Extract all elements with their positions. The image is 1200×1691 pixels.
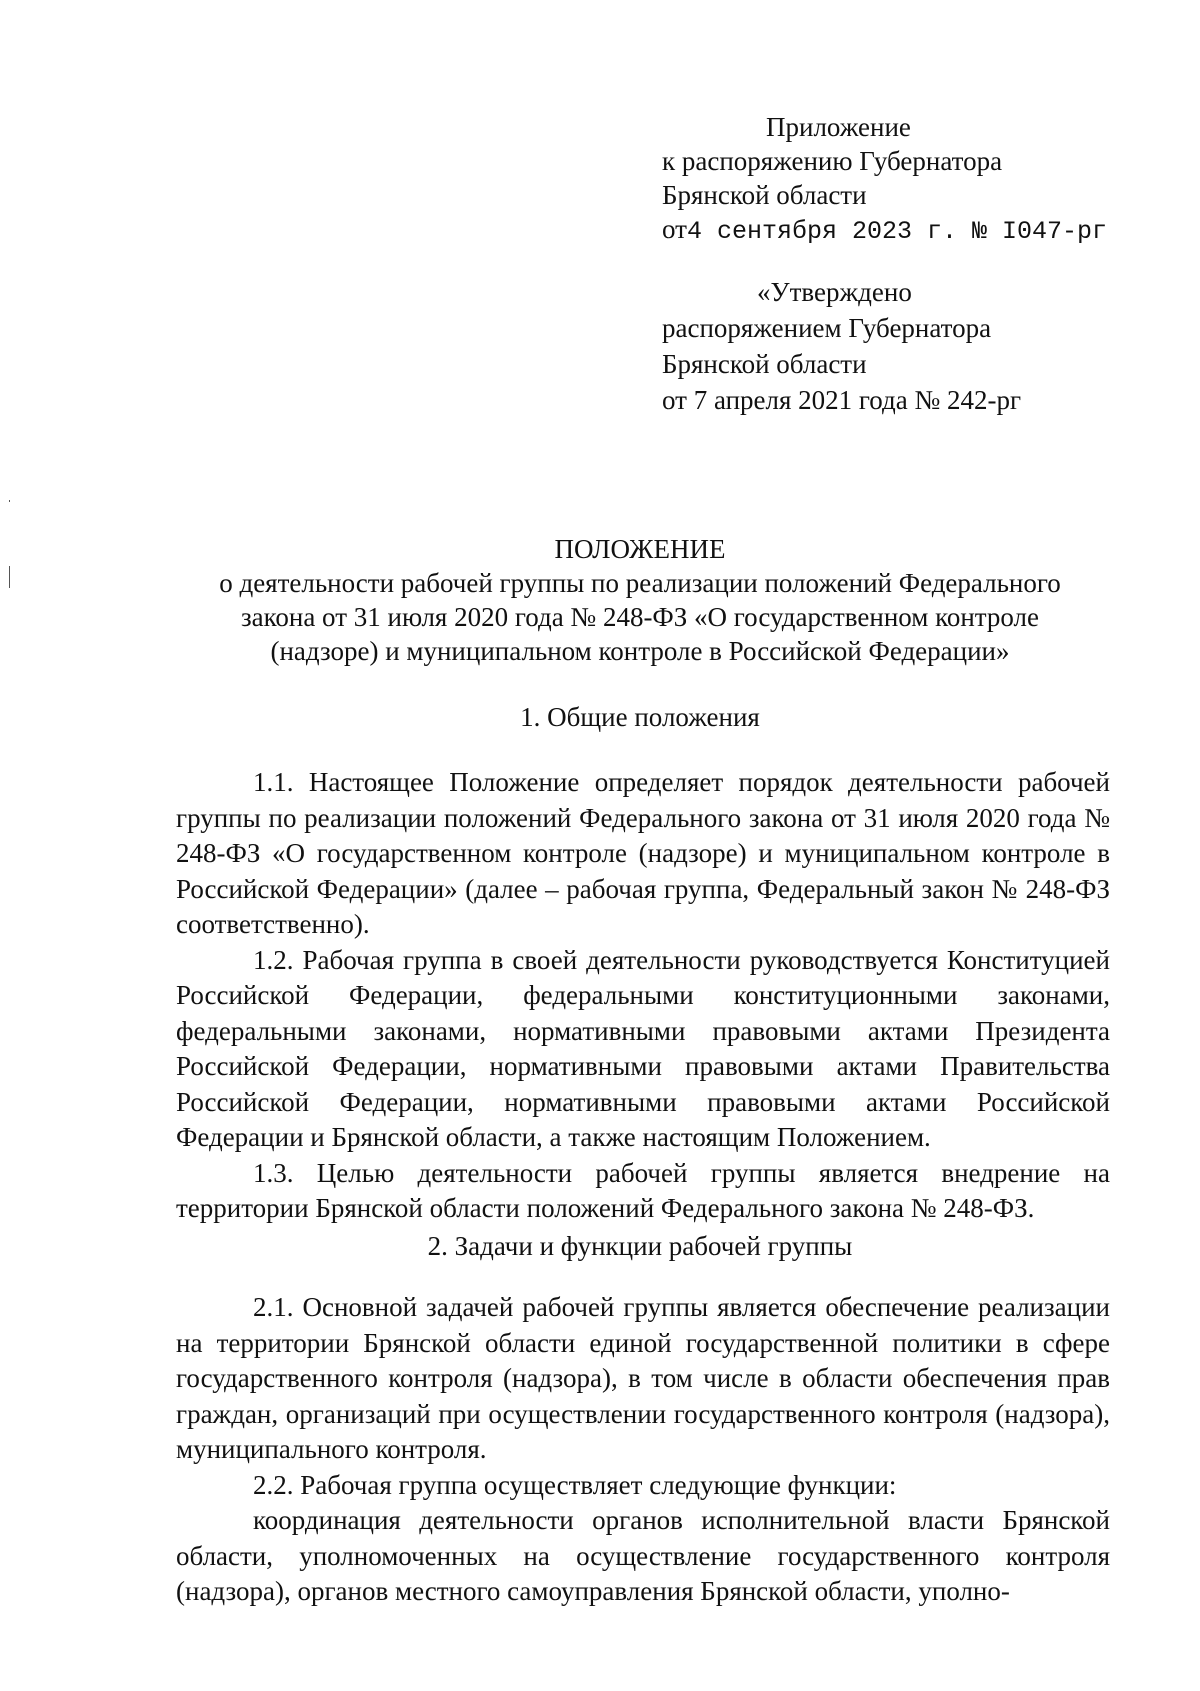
scan-artifact: [9, 500, 10, 502]
appendix-title: Приложение: [766, 112, 911, 142]
document-title: [170, 532, 1110, 668]
paragraph-2-2: 2.2. Рабочая группа осуществляет следующие функции:: [253, 1469, 897, 1500]
approved-line-order: распоряжением Губернатора: [662, 313, 992, 343]
section-1-body: [176, 765, 1110, 1227]
title-line-1: о деятельности рабочей группы по реализации положений Федерального: [219, 568, 1061, 598]
paragraph-1-2: 1.2. Рабочая группа в своей деятельности руководствуется Конституцией Российской Федерации, федеральными конституционными законами, федеральными законами, нормативными правовыми актами Президента Российской Федерации, нормативными правовыми актами Правительства Российской Федерации, нормативными правовыми актами Российской Федерации и Брянской области, а также настоящим Положением.: [176, 944, 1110, 1152]
title-heading: ПОЛОЖЕНИЕ: [554, 534, 726, 564]
approved-block: [662, 274, 1122, 418]
paragraph-1-1: 1.1. Настоящее Положение определяет порядок деятельности рабочей группы по реализации положений Федерального закона от 31 июля 2020 года № 248-ФЗ «О государственном контроле (надзоре) и муниципальном контроле в Российской Федерации» (далее – рабочая группа, Федеральный закон № 248-ФЗ соответственно).: [176, 767, 1110, 939]
paragraph-1-3: 1.3. Целью деятельности рабочей группы является внедрение на территории Брянской области положений Федерального закона № 248-ФЗ.: [176, 1157, 1110, 1223]
title-line-2: закона от 31 июля 2020 года № 248-ФЗ «О государственном контроле: [240, 602, 1040, 632]
paragraph-2-1: 2.1. Основной задачей рабочей группы является обеспечение реализации на территории Брянской области единой государственной политики в сфере государственного контроля (надзора), в том числе в области обеспечения прав граждан, организаций при осуществлении государственного контроля (надзора), муниципального контроля.: [176, 1292, 1110, 1464]
appendix-line-region: Брянской области: [662, 180, 867, 210]
paragraph-2-3: координация деятельности органов исполнительной власти Брянской области, уполномоченных на осуществление государственного контроля (надзора), органов местного самоуправления Брянской области, уполно-: [176, 1505, 1110, 1606]
appendix-line-order: к распоряжению Губернатора: [662, 146, 1003, 176]
appendix-date-prefix: от: [662, 214, 687, 244]
appendix-line-date: [662, 212, 1122, 249]
title-line-3: (надзоре) и муниципальном контроле в Российской Федерации»: [270, 636, 1010, 666]
appendix-date-typed: 4 сентября 2023 г. № I047-рг: [686, 217, 1108, 246]
approved-line-date: от 7 апреля 2021 года № 242-рг: [662, 385, 1022, 415]
approved-title: «Утверждено: [757, 277, 912, 307]
section-2-body: [176, 1290, 1110, 1610]
scan-artifact: [9, 566, 10, 588]
appendix-block: [662, 110, 1122, 249]
approved-line-region: Брянской области: [662, 349, 867, 379]
section-1-heading: 1. Общие положения: [520, 702, 760, 732]
section-2-heading: 2. Задачи и функции рабочей группы: [427, 1231, 853, 1261]
